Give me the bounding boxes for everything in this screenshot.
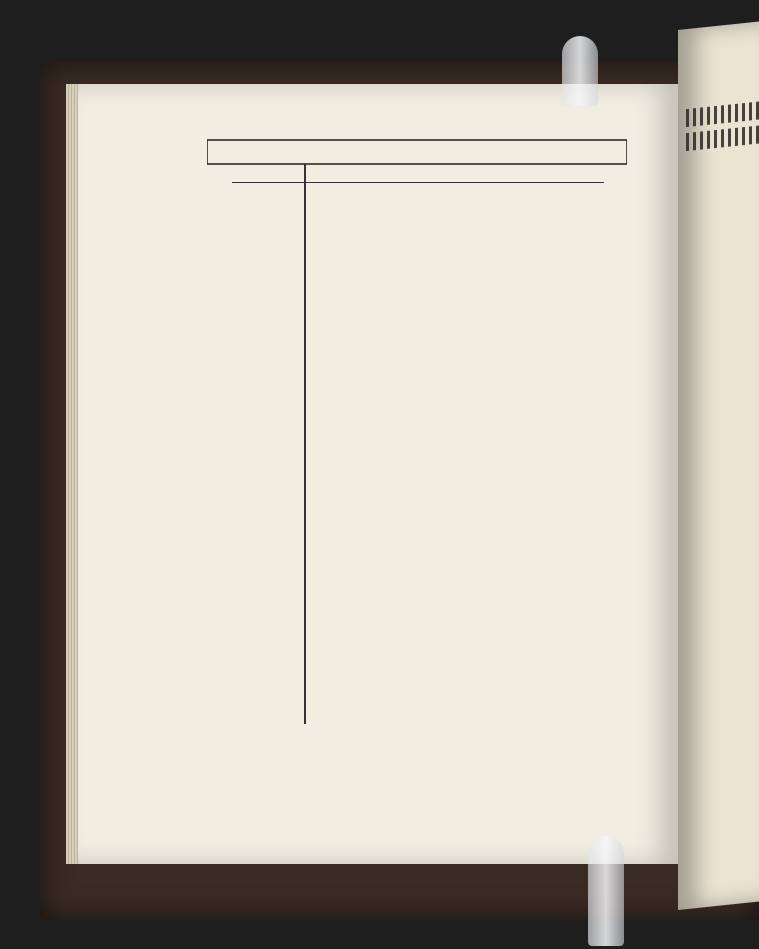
border-top — [207, 138, 627, 166]
ornamental-border — [207, 138, 627, 782]
page-clip-top — [562, 36, 598, 106]
page-clip-bottom — [588, 836, 624, 946]
facing-ornament-top — [686, 101, 759, 127]
facing-ornament-bottom — [686, 125, 759, 151]
border-bottom — [207, 728, 627, 782]
header-rule — [232, 182, 604, 183]
facing-page — [678, 21, 759, 910]
margin-rule — [304, 164, 306, 724]
border-left — [207, 166, 233, 722]
border-right — [601, 166, 627, 722]
